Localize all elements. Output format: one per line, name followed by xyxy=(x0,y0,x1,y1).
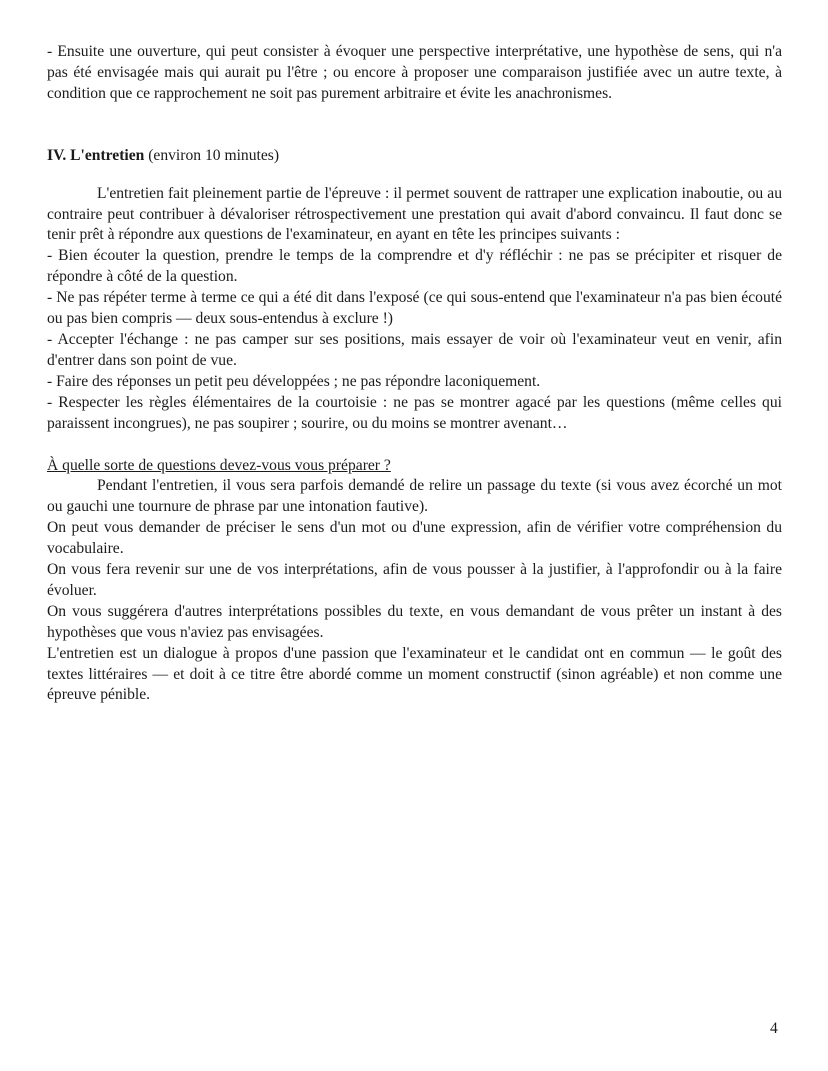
paragraph-entretien-intro: L'entretien fait pleinement partie de l'épreuve : il permet souvent de rattraper une explication inaboutie, ou au contraire peut contribuer à dévaloriser rétrospectivement une prestation qui avait d'abord convaincu. Il faut donc se tenir prêt à répondre aux questions de l'examinateur, en ayant en tête les principes suivants : xyxy=(47,184,782,244)
principle-item-5: - Respecter les règles élémentaires de la courtoisie : ne pas se montrer agacé par les questions (même celles qui paraissent incongrues), ne pas soupirer ; sourire, ou du moins se montrer avenant… xyxy=(47,393,782,432)
questions-paragraph-5: L'entretien est un dialogue à propos d'une passion que l'examinateur et le candidat ont en commun — le goût des textes littéraires — et doit à ce titre être abordé comme un moment constructif (sinon agréable) et non comme une épreuve pénible. xyxy=(47,644,782,704)
questions-paragraph-2: On peut vous demander de préciser le sens d'un mot ou d'une expression, afin de vérifier votre compréhension du vocabulaire. xyxy=(47,519,782,558)
principle-item-4: - Faire des réponses un petit peu développées ; ne pas répondre laconiquement. xyxy=(47,372,541,390)
principle-item-3: - Accepter l'échange : ne pas camper sur ses positions, mais essayer de voir où l'examinateur veut en venir, afin d'entrer dans son point de vue. xyxy=(47,330,782,369)
paragraph-ouverture: - Ensuite une ouverture, qui peut consister à évoquer une perspective interprétative, une hypothèse de sens, qui n'a pas été envisagée mais qui aurait pu l'être ; ou encore à proposer une comparaison justifiée avec un autre texte, à condition que ce rapprochement ne soit pas purement arbitraire et évite les anachronismes. xyxy=(47,43,782,102)
questions-paragraph-4: On vous suggérera d'autres interprétations possibles du texte, en vous demandant de vous prêter un instant à des hypothèses que vous n'aviez pas envisagées. xyxy=(47,602,782,641)
section-heading-title: IV. L'entretien xyxy=(47,146,145,164)
page-number: 4 xyxy=(770,1020,778,1037)
questions-paragraph-3: On vous fera revenir sur une de vos interprétations, afin de vous pousser à la justifier, à l'approfondir ou à la faire évoluer. xyxy=(47,561,782,599)
section-heading xyxy=(47,146,782,167)
document-page xyxy=(47,42,782,706)
principle-item-1: - Bien écouter la question, prendre le temps de la comprendre et d'y réfléchir : ne pas se précipiter et risquer de répondre à côté de la question. xyxy=(47,247,782,286)
section-heading-duration: (environ 10 minutes) xyxy=(144,146,280,164)
questions-subheading: À quelle sorte de questions devez-vous vous préparer ? xyxy=(47,456,391,474)
principle-item-2: - Ne pas répéter terme à terme ce qui a été dit dans l'exposé (ce qui sous-entend que l'examinateur n'a pas bien écouté ou pas bien compris — deux sous-entendus à exclure !) xyxy=(47,289,782,328)
questions-paragraph-1: Pendant l'entretien, il vous sera parfois demandé de relire un passage du texte (si vous avez écorché un mot ou gauchi une tournure de phrase par une intonation fautive). xyxy=(47,477,782,516)
